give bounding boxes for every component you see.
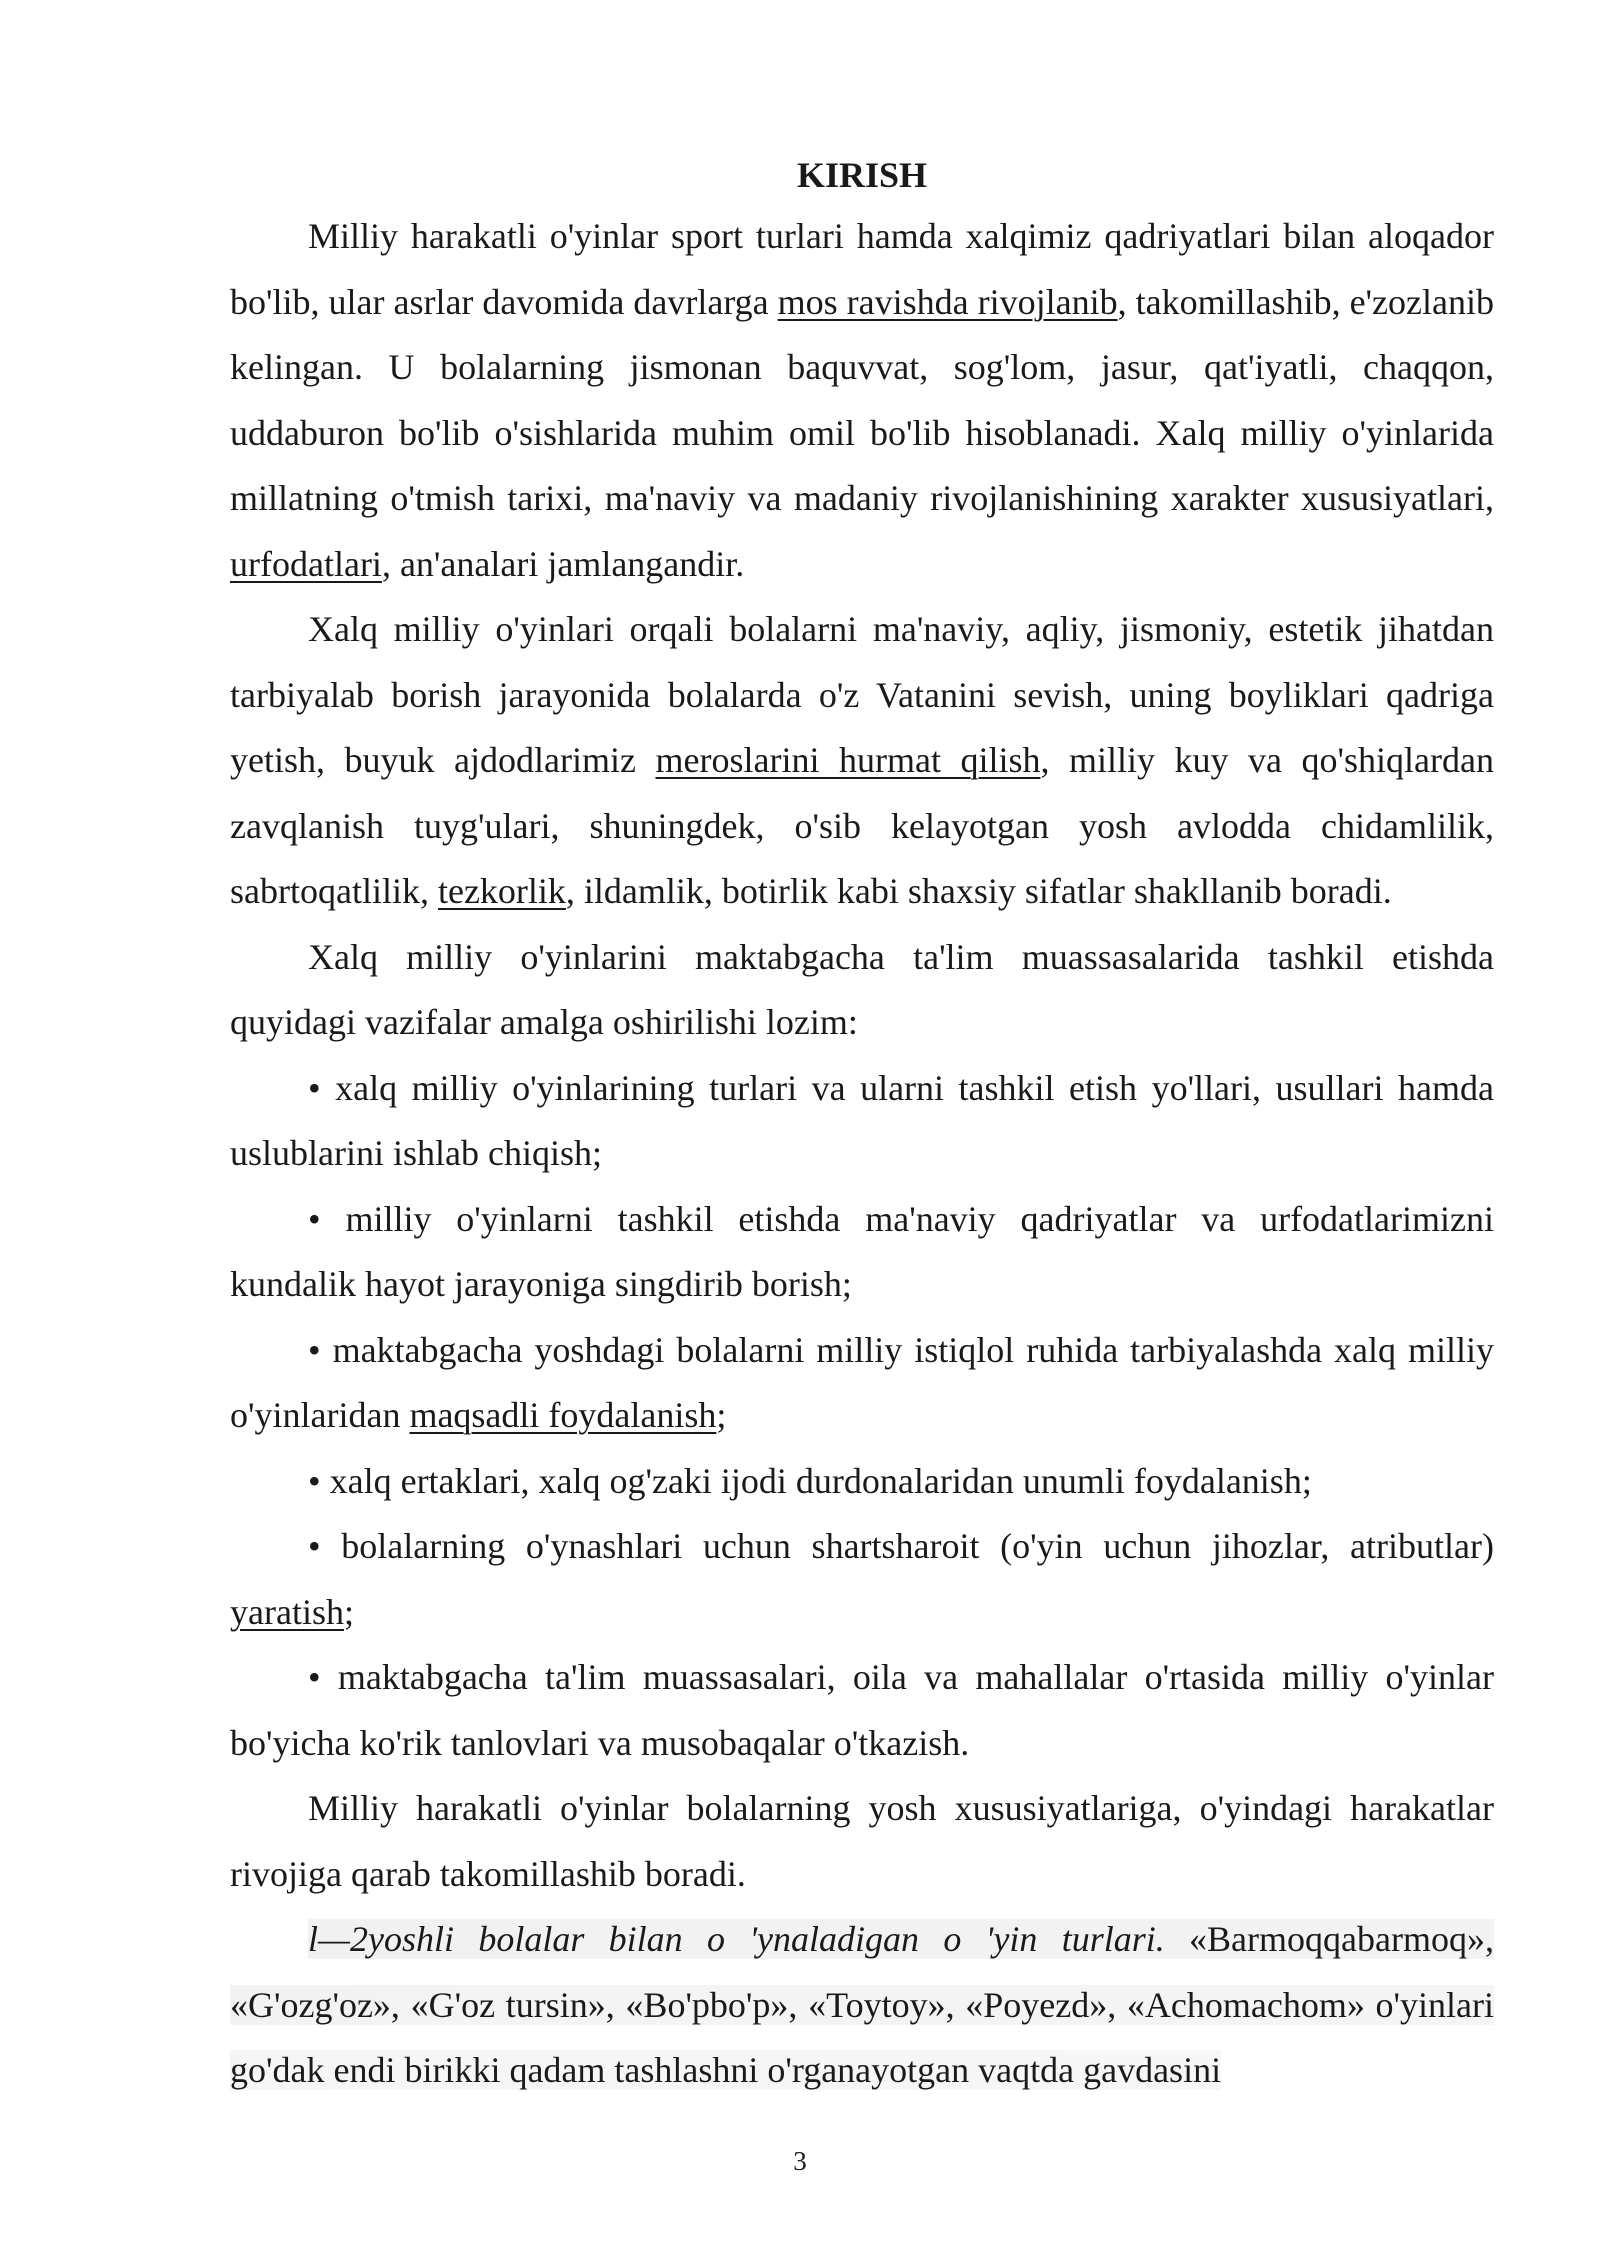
paragraph-2-text-a: Xalq milliy o'yinlari orqali bolalarni ma'naviy, aqliy, jismoniy, estetik jihatdan tarbiyalab borish jarayonida bolalarda o'z Vatanini sevish, uning boyliklari qadriga yetish, buyuk ajdodlarimiz [230, 609, 1494, 780]
underlined-phrase-5: maqsadli foydalanish [409, 1395, 717, 1435]
document-title: KIRISH [796, 155, 928, 195]
italic-subheading: l—2yoshli bolalar bilan o 'ynaladigan o 'yin turlari. [308, 1919, 1165, 1959]
underlined-phrase-4: tezkorlik [437, 871, 566, 911]
paragraph-2-text-c: , ildamlik, botirlik kabi shaxsiy sifatlar shakllanib boradi. [565, 871, 1392, 911]
bullet-item-5-text-a: • bolalarning o'ynashlari uchun shartsharoit (o'yin uchun jihozlar, atributlar) [308, 1526, 1494, 1566]
underlined-phrase-2: urfodatlari [230, 543, 382, 584]
underlined-phrase-6: yaratish [230, 1591, 344, 1632]
bullet-item-2: • milliy o'yinlarni tashkil etishda ma'naviy qadriyatlar va urfodatlarimizni kundalik hayot jarayoniga singdirib borish; [230, 1198, 1494, 1304]
bullet-item-5 [230, 1514, 1494, 1645]
paragraph-1-text-c: , an'analari jamlangandir. [381, 543, 745, 584]
bullet-item-3-text-b: ; [716, 1395, 727, 1435]
paragraph-3: Xalq milliy o'yinlarini maktabgacha ta'lim muassasalarida tashkil etishda quyidagi vazifalar amalga oshirilishi lozim: [230, 936, 1494, 1042]
paragraph-1-text-b: , takomillashib, e'zozlanib kelingan. U bolalarning jismonan baquvvat, sog'lom, jasur, qat'iyatli, chaqqon, uddaburon bo'lib o'sishlarida muhim omil bo'lib hisoblanadi. Xalq milliy o'yinlarida millatning o'tmish tarixi, ma'naviy va madaniy rivojlanishining xarakter xususiyatlari, [230, 281, 1494, 518]
page-number: 3 [793, 2146, 807, 2176]
document-page [230, 150, 1494, 2104]
paragraph-4: Milliy harakatli o'yinlar bolalarning yosh xususiyatlariga, o'yindagi harakatlar rivojiga qarab takomillashib boradi. [230, 1788, 1494, 1894]
bullet-item-1: • xalq milliy o'yinlarining turlari va ularni tashkil etish yo'llari, usullari hamda uslublarini ishlab chiqish; [230, 1067, 1494, 1173]
bullet-item-6: • maktabgacha ta'lim muassasalari, oila va mahallalar o'rtasida milliy o'yinlar bo'yicha ko'rik tanlovlari va musobaqalar o'tkazish. [230, 1657, 1494, 1763]
underlined-phrase-1: mos ravishda rivojlanib [777, 281, 1118, 322]
paragraph-5 [230, 1907, 1494, 2104]
bullet-item-5-text-b: ; [343, 1591, 354, 1632]
bullet-item-3-text-a: • maktabgacha yoshdagi bolalarni milliy istiqlol ruhida tarbiyalashda xalq milliy o'yinlaridan [230, 1329, 1494, 1435]
paragraph-1-text-a: Milliy harakatli o'yinlar sport turlari hamda xalqimiz qadriyatlari bilan aloqador bo'lib, ular asrlar davomida davrlarga [230, 216, 1494, 322]
paragraph-1 [230, 204, 1494, 597]
bullet-item-4: • xalq ertaklari, xalq og'zaki ijodi durdonalaridan unumli foydalanish; [308, 1460, 1312, 1501]
paragraph-2 [230, 597, 1494, 925]
bullet-item-3 [230, 1318, 1494, 1449]
paragraph-2-text-b: , milliy kuy va qo'shiqlardan zavqlanish tuyg'ulari, shuningdek, o'sib kelayotgan yosh avlodda chidamlilik, sabrtoqatlilik, [230, 740, 1495, 911]
underlined-phrase-3: meroslarini hurmat qilish [655, 740, 1041, 780]
paragraph-5-text: «Barmoqqabarmoq», «G'ozg'oz», «G'oz tursin», «Bo'pbo'p», «Toytoy», «Poyezd», «Achomachom» o'yinlari go'dak endi birikki qadam tashlashni o'rganayotgan vaqtda gavdasini [230, 1919, 1494, 2090]
